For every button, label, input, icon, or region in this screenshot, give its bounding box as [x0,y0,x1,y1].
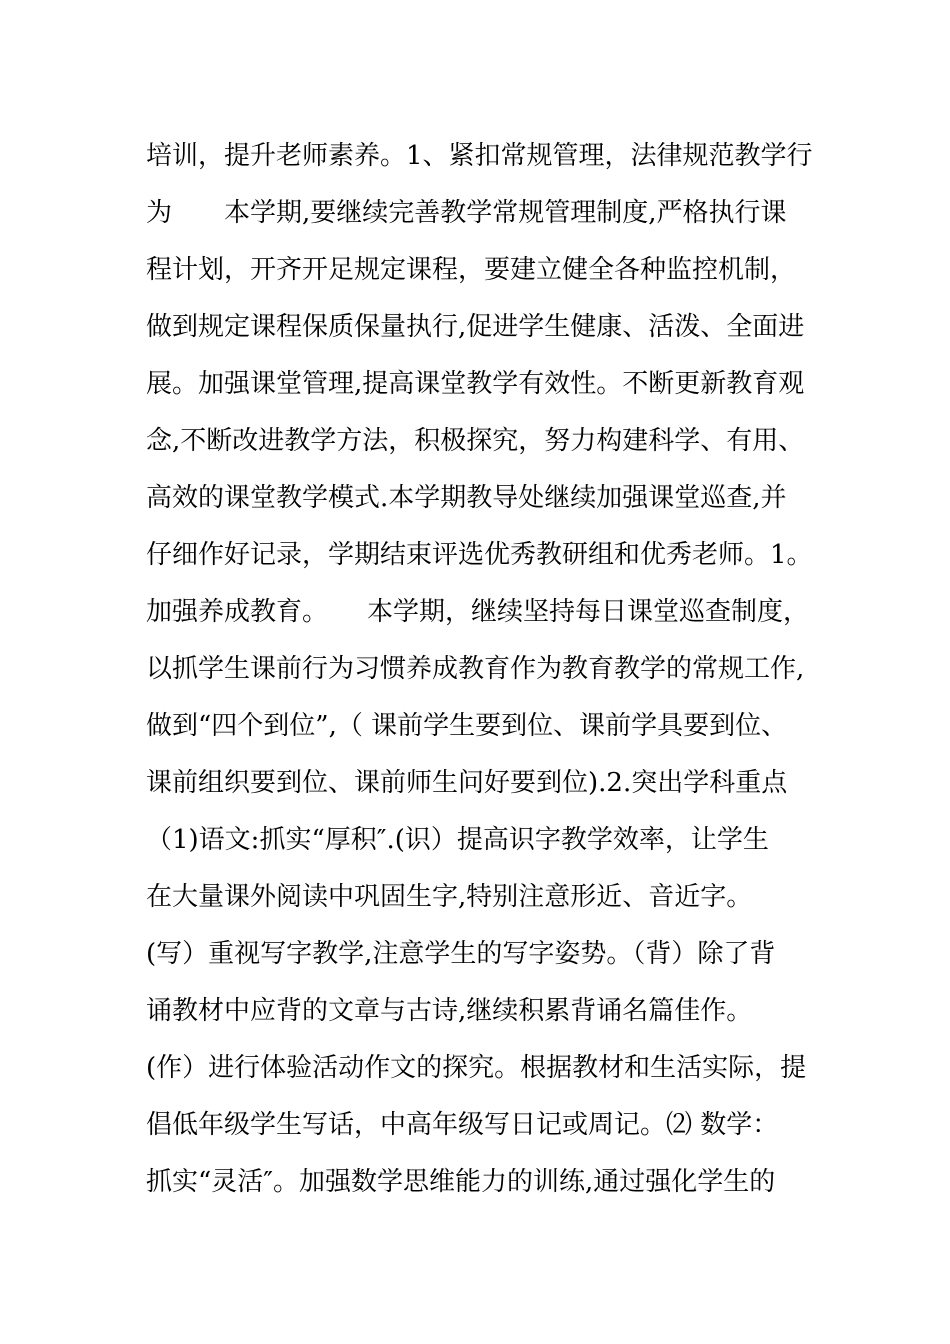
text-line-6: 念,不断改进教学方法，积极探究，努力构建科学、有用、 [146,426,805,456]
text-line-19: 抓实“灵活″。加强数学思维能力的训练,通过强化学生的 [146,1167,776,1197]
text-line-15: (写）重视写字教学,注意学生的写字姿势。（背）除了背 [146,939,776,969]
text-line-8: 仔细作好记录，学期结束评选优秀教研组和优秀老师。1。 [146,540,813,570]
text-line-5: 展。加强课堂管理,提高课堂教学有效性。不断更新教育观 [146,369,805,399]
text-line-17: (作）进行体验活动作文的探究。根据教材和生活实际，提 [146,1053,807,1083]
text-line-11: 做到“四个到位”,（ 课前学生要到位、课前学具要到位、 [146,711,788,741]
text-line-18: 倡低年级学生写话，中高年级写日记或周记。⑵ 数学： [146,1110,779,1140]
text-line-12: 课前组织要到位、课前师生问好要到位).2.突出学科重点 [146,768,788,798]
text-line-14: 在大量课外阅读中巩固生字,特别注意形近、音近字。 [146,882,753,912]
text-line-7: 高效的课堂教学模式.本学期教导处继续加强课堂巡查,并 [146,483,787,513]
text-line-10: 以抓学生课前行为习惯养成教育作为教育教学的常规工作, [146,654,805,684]
text-line-9: 加强养成教育。 本学期，继续坚持每日课堂巡查制度， [146,597,810,627]
text-line-13: （1)语文:抓实“厚积″.(识）提高识字教学效率，让学生 [146,825,769,855]
text-line-3: 程计划，开齐开足规定课程，要建立健全各种监控机制， [146,255,797,285]
body-text [146,128,813,1211]
text-line-4: 做到规定课程保质保量执行,促进学生健康、活泼、全面进 [146,312,805,342]
text-line-1: 培训，提升老师素养。1、紧扣常规管理，法律规范教学行 [146,141,813,171]
text-line-16: 诵教材中应背的文章与古诗,继续积累背诵名篇佳作。 [146,996,753,1026]
text-line-2: 为 本学期,要继续完善教学常规管理制度,严格执行课 [146,198,787,228]
